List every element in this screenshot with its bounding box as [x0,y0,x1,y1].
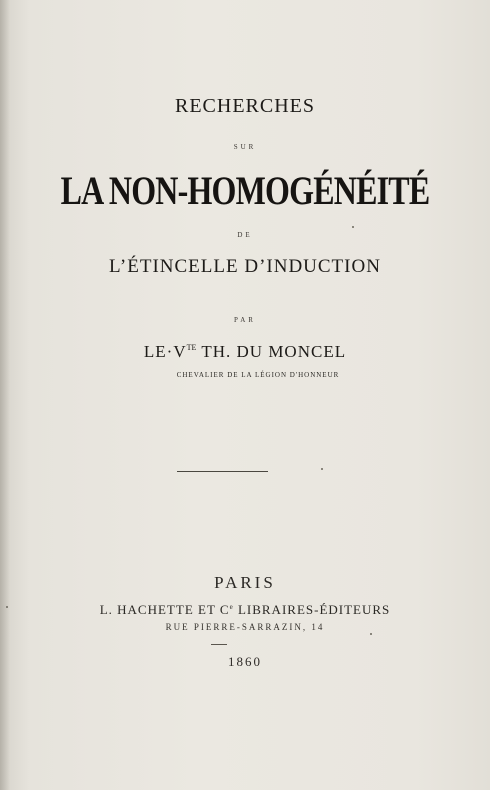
connector-de: DE [237,231,253,239]
author-name: TH. DU MONCEL [196,342,347,361]
page-edge-shadow [0,0,10,790]
imprint-dash [211,644,227,645]
decorative-rule [177,471,268,472]
connector-par: PAR [234,316,256,324]
connector-sur: SUR [233,143,257,151]
publisher-superscript: e [229,603,234,611]
main-title: LA NON-HOMOGÉNÉITÉ [60,168,430,213]
imprint-publisher [0,602,490,618]
author-line [0,342,490,362]
imprint-year: 1860 [228,654,262,669]
paper-speck [370,633,372,635]
author-prefix: LE·V [143,342,187,361]
imprint-city: PARIS [214,573,276,592]
publisher-prefix: L. HACHETTE ET C [99,602,230,617]
publisher-suffix: LIBRAIRES-ÉDITEURS [233,602,391,617]
author-superscript: TE [186,343,197,352]
subtitle: L’ÉTINCELLE D’INDUCTION [109,256,381,277]
paper-speck [321,468,323,470]
title-top-line: RECHERCHES [174,95,316,117]
paper-speck [352,226,354,228]
author-distinction: CHEVALIER DE LA LÉGION D'HONNEUR [176,371,340,379]
imprint-address: RUE PIERRE-SARRAZIN, 14 [165,622,325,632]
paper-speck [6,606,8,608]
